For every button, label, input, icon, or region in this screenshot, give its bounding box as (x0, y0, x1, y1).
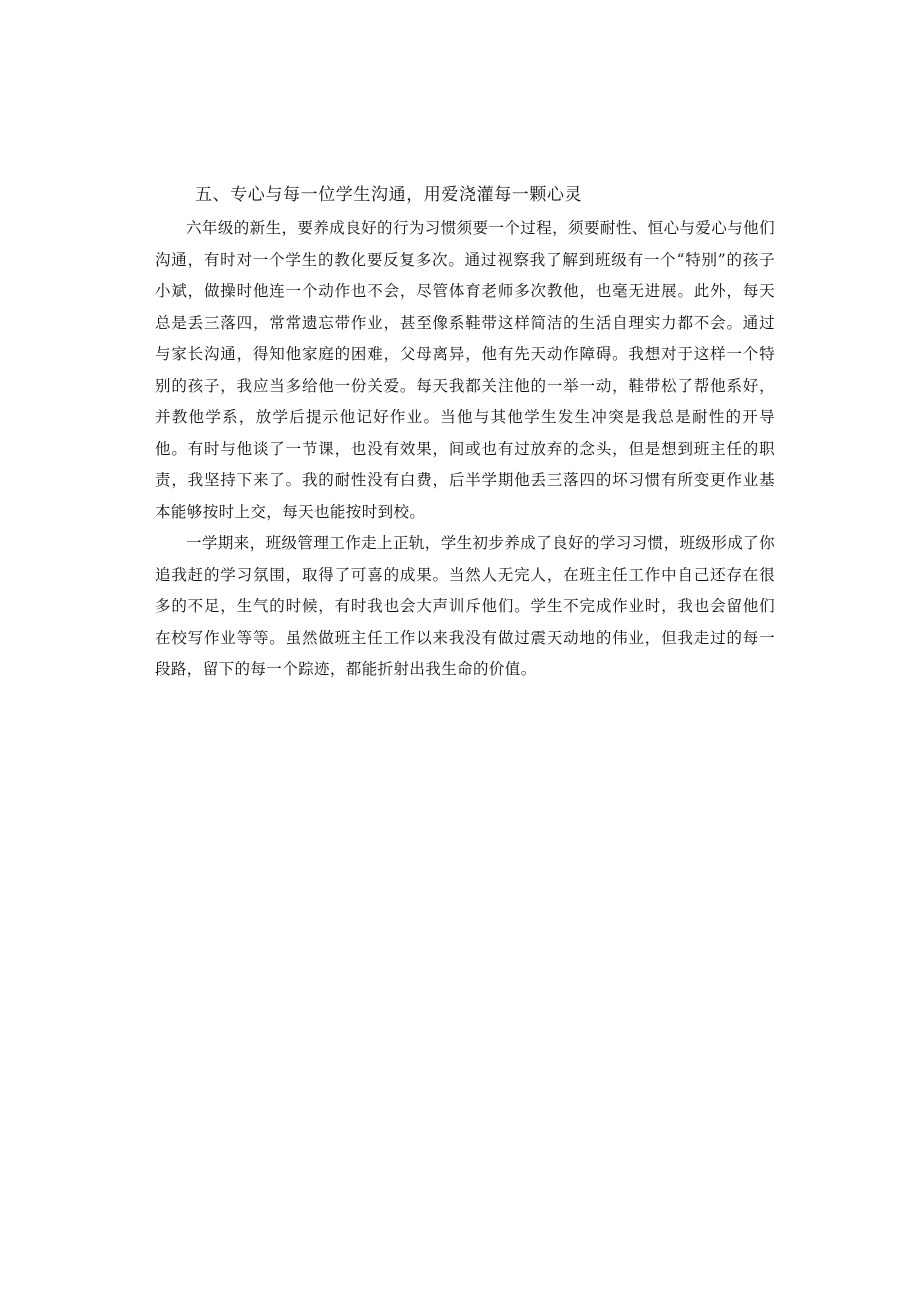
section-heading: 五、专心与每一位学生沟通，用爱浇灌每一颗心灵 (195, 185, 583, 205)
paragraph-2: 一学期来，班级管理工作走上正轨，学生初步养成了良好的学习习惯，班级形成了你追我赶的学习氛围，取得了可喜的成果。当然人无完人，在班主任工作中自己还存在很多的不足，生气的时候，有时我也会大声训斥他们。学生不完成作业时，我也会留他们在校写作业等等。虽然做班主任工作以来我没有做过震天动地的伟业，但我走过的每一段路，留下的每一个踪迹，都能折射出我生命的价值。 (155, 534, 775, 678)
document-body (155, 177, 775, 686)
paragraph-1: 六年级的新生，要养成良好的行为习惯须要一个过程，须要耐性、恒心与爱心与他们沟通，有时对一个学生的教化要反复多次。通过视察我了解到班级有一个“特别”的孩子小斌，做操时他连一个动作也不会，尽管体育老师多次教他，也毫无进展。此外，每天总是丢三落四，常常遗忘带作业，甚至像系鞋带这样简洁的生活自理实力都不会。通过与家长沟通，得知他家庭的困难，父母离异，他有先天动作障碍。我想对于这样一个特别的孩子，我应当多给他一份关爱。每天我都关注他的一举一动，鞋带松了帮他系好，并教他学系，放学后提示他记好作业。当他与其他学生发生冲突是我总是耐性的开导他。有时与他谈了一节课，也没有效果，间或也有过放弃的念头，但是想到班主任的职责，我坚持下来了。我的耐性没有白费，后半学期他丢三落四的坏习惯有所变更作业基本能够按时上交，每天也能按时到校。 (155, 219, 775, 521)
